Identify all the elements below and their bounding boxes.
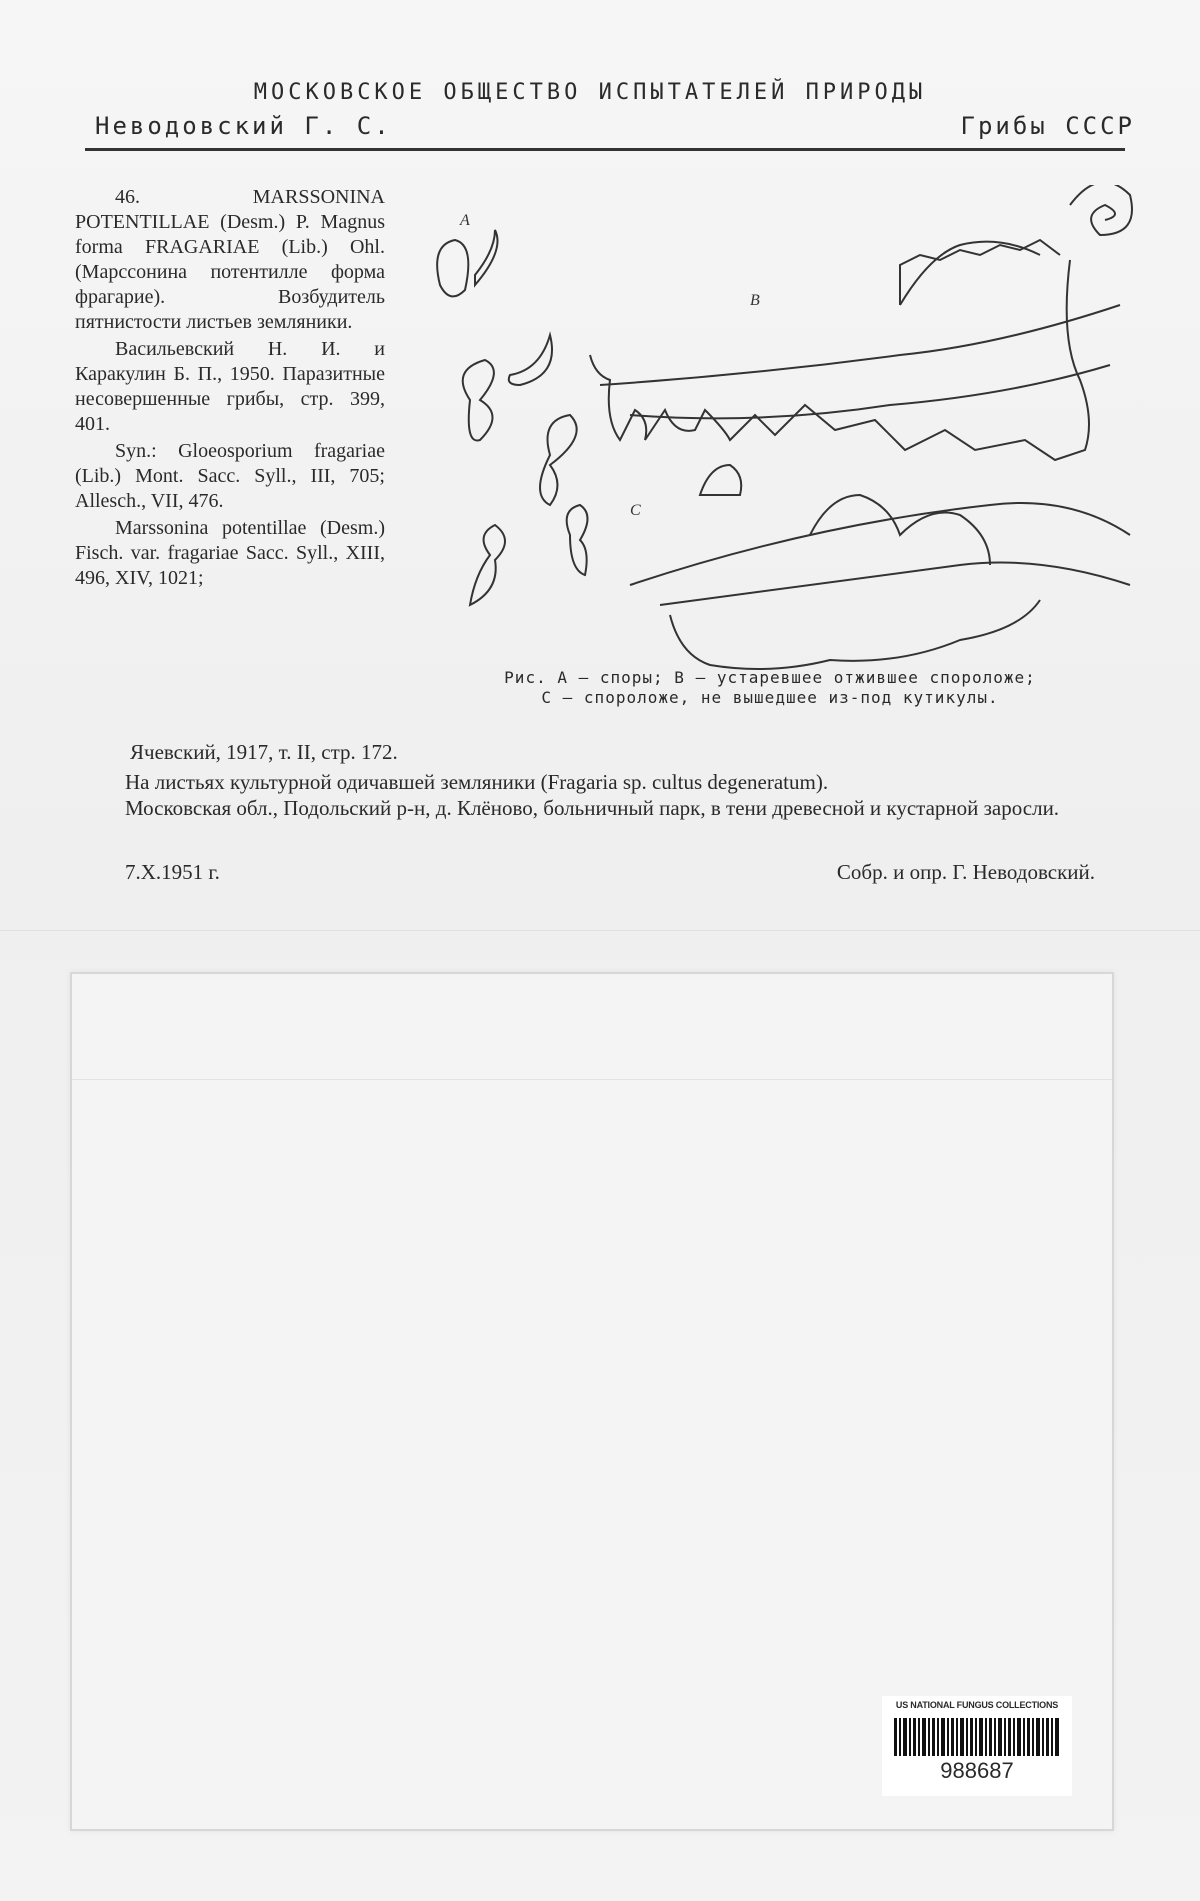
caption-line: Рис. А — споры; В — устаревшее отжившее спороложе;: [504, 668, 1036, 687]
host-description: На листьях культурной одичавшей земляники (Fragaria sp. cultus degeneratum).: [125, 770, 829, 794]
locality-description: Московская обл., Подольский р-н, д. Клёново, больничный парк, в тени древесной и кустарной заросли.: [125, 796, 1060, 820]
barcode-number: 988687: [940, 1758, 1014, 1783]
host-cells: [670, 600, 1040, 669]
tissue-outline: [590, 260, 1089, 460]
packet-flap-edge: [72, 1079, 1112, 1080]
caption-line: С — спороложе, не вышедшее из-под кутикулы.: [541, 688, 999, 707]
spore-shape: [437, 240, 468, 296]
spore-shape: [475, 230, 498, 285]
fruiting-layer: [660, 563, 1130, 606]
tissue-layer: [600, 305, 1120, 385]
spore-shape: [509, 335, 552, 385]
spore-illustration: [430, 185, 1150, 695]
author-name: Неводовский Г. С.: [95, 112, 392, 140]
barcode-bars: [894, 1718, 1060, 1756]
collector-name: Собр. и опр. Г. Неводовский.: [836, 860, 1095, 884]
figure-caption: [440, 668, 1100, 708]
synonym-paragraph: Syn.: Gloeosporium fragariae (Lib.) Mont. Sacc. Syll., III, 705; Allesch., VII, 476.: [75, 440, 385, 512]
spore-shape: [463, 360, 494, 441]
figure-label-b: B: [750, 292, 760, 309]
synonym-paragraph-2: Marssonina potentillae (Desm.) Fisch. var. fragariae Sacc. Syll., XIII, 496, XIV, 1021;: [75, 517, 385, 589]
fold-line: [0, 930, 1200, 931]
species-entry: [75, 185, 385, 593]
curled-hypha: [1070, 185, 1132, 235]
spore-shape: [540, 415, 577, 505]
conidia-cluster: [900, 242, 1040, 305]
organization-header: МОСКОВСКОЕ ОБЩЕСТВО ИСПЫТАТЕЛЕЙ ПРИРОДЫ: [253, 80, 927, 105]
series-title: Грибы СССР: [960, 112, 1135, 140]
header-rule: [85, 148, 1125, 151]
figure-label-c: C: [630, 502, 641, 519]
barcode-label: [882, 1696, 1072, 1796]
reference-line: Ячевский, 1917, т. II, стр. 172.: [130, 740, 398, 764]
barcode-title: US NATIONAL FUNGUS COLLECTIONS: [895, 1700, 1059, 1710]
spore-shape: [567, 505, 588, 575]
spore-shape: [470, 525, 505, 605]
printed-label: [40, 40, 1180, 920]
species-name-paragraph: 46. MARSSONINA POTENTILLAE (Desm.) P. Magnus forma FRAGARIAE (Lib.) Ohl. (Марссонина потентилле форма фрагарие). Возбудитель пятнистости листьев земляники.: [75, 186, 385, 333]
spore-shape: [700, 465, 741, 495]
reference-paragraph: Васильевский Н. И. и Каракулин Б. П., 1950. Паразитные несовершенные грибы, стр. 399, 401.: [75, 338, 385, 435]
figure-label-a: A: [460, 212, 470, 229]
specimen-packet: [70, 972, 1114, 1831]
tissue-layer: [630, 365, 1110, 418]
cuticle-outline: [630, 503, 1130, 585]
collection-date: 7.X.1951 г.: [125, 860, 220, 884]
